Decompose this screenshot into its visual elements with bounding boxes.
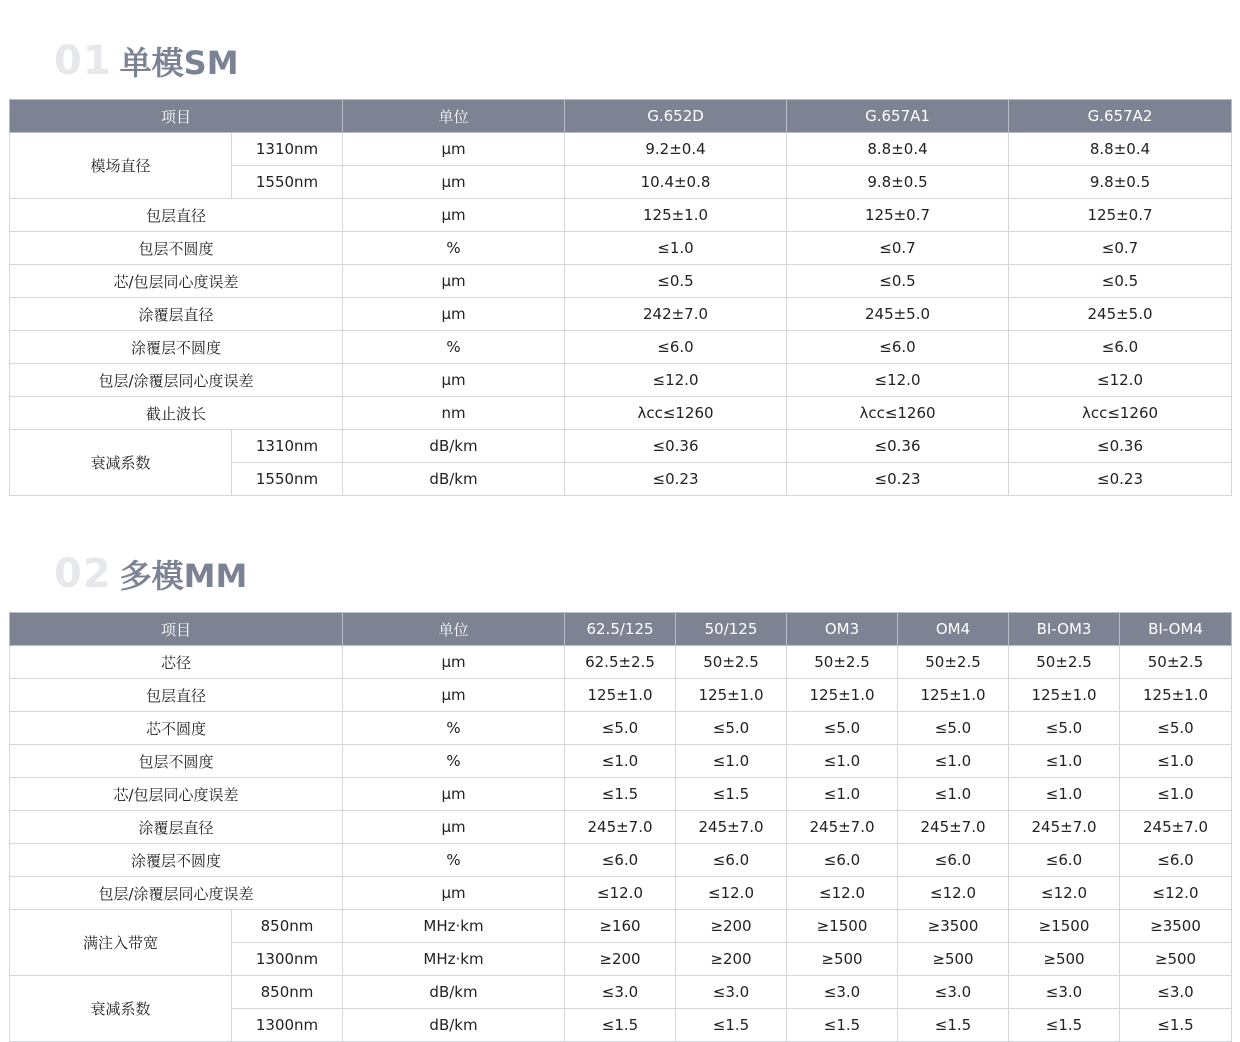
unit-cell: dB/km — [343, 1009, 565, 1042]
value-cell: ≤5.0 — [1120, 712, 1232, 745]
unit-cell: % — [343, 844, 565, 877]
row-label: 芯/包层同心度误差 — [10, 778, 343, 811]
unit-cell: μm — [343, 133, 565, 166]
value-cell: 9.2±0.4 — [565, 133, 787, 166]
value-cell: 50±2.5 — [1009, 646, 1120, 679]
table-row — [10, 199, 1232, 232]
value-cell: ≤1.0 — [1009, 745, 1120, 778]
value-cell: ≤1.5 — [1120, 1009, 1232, 1042]
mm-header-row — [10, 613, 1232, 646]
value-cell: 242±7.0 — [565, 298, 787, 331]
value-cell: 50±2.5 — [787, 646, 898, 679]
value-cell: λcc≤1260 — [1009, 397, 1232, 430]
table-row — [10, 811, 1232, 844]
value-cell: ≤6.0 — [1009, 844, 1120, 877]
value-cell: ≤12.0 — [676, 877, 787, 910]
value-cell: 125±0.7 — [787, 199, 1009, 232]
unit-cell: μm — [343, 199, 565, 232]
value-cell: ≤1.0 — [565, 745, 676, 778]
sm-section-title — [54, 38, 239, 84]
table-row — [10, 364, 1232, 397]
mm-header-unit: 单位 — [343, 613, 565, 646]
value-cell: ≤6.0 — [787, 844, 898, 877]
unit-cell: dB/km — [343, 430, 565, 463]
value-cell: 125±1.0 — [676, 679, 787, 712]
unit-cell: MHz·km — [343, 910, 565, 943]
value-cell: ≤6.0 — [1120, 844, 1232, 877]
row-label: 芯/包层同心度误差 — [10, 265, 343, 298]
unit-cell: % — [343, 745, 565, 778]
value-cell: ≤12.0 — [1009, 364, 1232, 397]
value-cell: ≤6.0 — [787, 331, 1009, 364]
value-cell: ≥500 — [787, 943, 898, 976]
table-row — [10, 712, 1232, 745]
table-row — [10, 232, 1232, 265]
value-cell: ≤3.0 — [1120, 976, 1232, 1009]
row-label: 芯不圆度 — [10, 712, 343, 745]
value-cell: ≥200 — [676, 910, 787, 943]
sm-header-col: G.652D — [565, 100, 787, 133]
value-cell: ≤0.5 — [787, 265, 1009, 298]
row-label: 满注入带宽 — [10, 910, 232, 976]
unit-cell: μm — [343, 778, 565, 811]
unit-cell: μm — [343, 166, 565, 199]
row-label: 包层/涂覆层同心度误差 — [10, 877, 343, 910]
value-cell: ≤1.5 — [1009, 1009, 1120, 1042]
value-cell: ≤3.0 — [565, 976, 676, 1009]
value-cell: ≤0.36 — [565, 430, 787, 463]
value-cell: ≤5.0 — [787, 712, 898, 745]
value-cell: ≤12.0 — [1120, 877, 1232, 910]
row-label: 涂覆层直径 — [10, 811, 343, 844]
value-cell: ≤3.0 — [1009, 976, 1120, 1009]
table-row — [10, 976, 1232, 1009]
value-cell: 9.8±0.5 — [787, 166, 1009, 199]
unit-cell: μm — [343, 811, 565, 844]
row-sublabel: 1310nm — [232, 133, 343, 166]
unit-cell: MHz·km — [343, 943, 565, 976]
row-label: 包层直径 — [10, 199, 343, 232]
row-label: 涂覆层不圆度 — [10, 331, 343, 364]
unit-cell: % — [343, 712, 565, 745]
value-cell: λcc≤1260 — [787, 397, 1009, 430]
value-cell: ≤5.0 — [676, 712, 787, 745]
mm-header-item: 项目 — [10, 613, 343, 646]
value-cell: 245±7.0 — [1009, 811, 1120, 844]
unit-cell: dB/km — [343, 976, 565, 1009]
row-sublabel: 1300nm — [232, 943, 343, 976]
value-cell: ≤3.0 — [898, 976, 1009, 1009]
row-label: 截止波长 — [10, 397, 343, 430]
value-cell: 125±1.0 — [1009, 679, 1120, 712]
value-cell: 10.4±0.8 — [565, 166, 787, 199]
value-cell: ≤1.0 — [1120, 745, 1232, 778]
table-row — [10, 298, 1232, 331]
value-cell: ≤12.0 — [565, 877, 676, 910]
mm-section-title — [54, 551, 247, 597]
sm-section-name: 单模SM — [119, 44, 239, 82]
value-cell: ≤12.0 — [898, 877, 1009, 910]
row-label: 衰减系数 — [10, 430, 232, 496]
value-cell: 245±5.0 — [1009, 298, 1232, 331]
table-row — [10, 265, 1232, 298]
value-cell: 8.8±0.4 — [787, 133, 1009, 166]
unit-cell: μm — [343, 679, 565, 712]
value-cell: ≥3500 — [898, 910, 1009, 943]
row-sublabel: 1550nm — [232, 463, 343, 496]
value-cell: ≤1.0 — [676, 745, 787, 778]
value-cell: 245±7.0 — [787, 811, 898, 844]
value-cell: ≤1.5 — [787, 1009, 898, 1042]
value-cell: ≤1.5 — [898, 1009, 1009, 1042]
row-label: 包层直径 — [10, 679, 343, 712]
value-cell: ≤0.5 — [1009, 265, 1232, 298]
value-cell: ≤0.23 — [1009, 463, 1232, 496]
row-label: 涂覆层不圆度 — [10, 844, 343, 877]
value-cell: ≤0.36 — [787, 430, 1009, 463]
table-row — [10, 910, 1232, 943]
row-sublabel: 1310nm — [232, 430, 343, 463]
value-cell: ≤1.0 — [898, 745, 1009, 778]
unit-cell: μm — [343, 265, 565, 298]
value-cell: 50±2.5 — [898, 646, 1009, 679]
unit-cell: μm — [343, 646, 565, 679]
row-label: 包层不圆度 — [10, 745, 343, 778]
mm-header-col: OM3 — [787, 613, 898, 646]
value-cell: ≤0.5 — [565, 265, 787, 298]
table-row — [10, 679, 1232, 712]
value-cell: 125±1.0 — [1120, 679, 1232, 712]
value-cell: ≤12.0 — [787, 877, 898, 910]
value-cell: ≤12.0 — [565, 364, 787, 397]
unit-cell: μm — [343, 298, 565, 331]
row-label: 芯径 — [10, 646, 343, 679]
value-cell: ≤0.23 — [787, 463, 1009, 496]
value-cell: ≥160 — [565, 910, 676, 943]
value-cell: 125±0.7 — [1009, 199, 1232, 232]
value-cell: ≤1.0 — [1120, 778, 1232, 811]
value-cell: ≤6.0 — [565, 844, 676, 877]
value-cell: ≤0.23 — [565, 463, 787, 496]
value-cell: λcc≤1260 — [565, 397, 787, 430]
value-cell: ≤1.5 — [565, 778, 676, 811]
value-cell: ≤6.0 — [898, 844, 1009, 877]
unit-cell: dB/km — [343, 463, 565, 496]
table-row — [10, 877, 1232, 910]
value-cell: ≤1.5 — [676, 778, 787, 811]
row-label: 包层/涂覆层同心度误差 — [10, 364, 343, 397]
unit-cell: μm — [343, 877, 565, 910]
value-cell: ≤0.7 — [1009, 232, 1232, 265]
value-cell: 125±1.0 — [565, 199, 787, 232]
table-row — [10, 844, 1232, 877]
sm-header-col: G.657A2 — [1009, 100, 1232, 133]
value-cell: ≤12.0 — [787, 364, 1009, 397]
mm-spec-table — [9, 612, 1232, 1042]
row-sublabel: 850nm — [232, 976, 343, 1009]
row-label: 包层不圆度 — [10, 232, 343, 265]
value-cell: ≤1.0 — [787, 778, 898, 811]
mm-header-col: BI-OM4 — [1120, 613, 1232, 646]
value-cell: ≥1500 — [787, 910, 898, 943]
row-sublabel: 1300nm — [232, 1009, 343, 1042]
value-cell: ≥200 — [676, 943, 787, 976]
value-cell: 8.8±0.4 — [1009, 133, 1232, 166]
value-cell: ≤1.5 — [676, 1009, 787, 1042]
value-cell: 50±2.5 — [676, 646, 787, 679]
value-cell: ≥200 — [565, 943, 676, 976]
mm-header-col: 50/125 — [676, 613, 787, 646]
value-cell: ≤5.0 — [898, 712, 1009, 745]
value-cell: ≤6.0 — [676, 844, 787, 877]
table-row — [10, 133, 1232, 166]
value-cell: 9.8±0.5 — [1009, 166, 1232, 199]
value-cell: ≤12.0 — [1009, 877, 1120, 910]
value-cell: 245±7.0 — [898, 811, 1009, 844]
value-cell: ≤1.0 — [565, 232, 787, 265]
value-cell: ≥3500 — [1120, 910, 1232, 943]
value-cell: 245±5.0 — [787, 298, 1009, 331]
row-sublabel: 1550nm — [232, 166, 343, 199]
value-cell: 125±1.0 — [898, 679, 1009, 712]
mm-section-name: 多模MM — [119, 557, 248, 595]
value-cell: ≥500 — [1120, 943, 1232, 976]
value-cell: ≤5.0 — [565, 712, 676, 745]
table-row — [10, 745, 1232, 778]
sm-header-item: 项目 — [10, 100, 343, 133]
row-label: 涂覆层直径 — [10, 298, 343, 331]
value-cell: ≤3.0 — [787, 976, 898, 1009]
row-sublabel: 850nm — [232, 910, 343, 943]
unit-cell: % — [343, 232, 565, 265]
unit-cell: % — [343, 331, 565, 364]
sm-section-number: 01 — [54, 38, 112, 84]
sm-header-unit: 单位 — [343, 100, 565, 133]
value-cell: ≥500 — [1009, 943, 1120, 976]
value-cell: ≥500 — [898, 943, 1009, 976]
mm-header-col: OM4 — [898, 613, 1009, 646]
value-cell: ≤1.0 — [898, 778, 1009, 811]
row-label: 模场直径 — [10, 133, 232, 199]
value-cell: ≤0.36 — [1009, 430, 1232, 463]
value-cell: 245±7.0 — [565, 811, 676, 844]
value-cell: ≥1500 — [1009, 910, 1120, 943]
value-cell: 125±1.0 — [787, 679, 898, 712]
value-cell: ≤0.7 — [787, 232, 1009, 265]
table-row — [10, 430, 1232, 463]
row-label: 衰减系数 — [10, 976, 232, 1042]
sm-header-row — [10, 100, 1232, 133]
value-cell: ≤1.0 — [1009, 778, 1120, 811]
table-row — [10, 331, 1232, 364]
unit-cell: μm — [343, 364, 565, 397]
value-cell: ≤5.0 — [1009, 712, 1120, 745]
mm-header-col: 62.5/125 — [565, 613, 676, 646]
value-cell: 50±2.5 — [1120, 646, 1232, 679]
mm-header-col: BI-OM3 — [1009, 613, 1120, 646]
value-cell: ≤3.0 — [676, 976, 787, 1009]
sm-spec-table — [9, 99, 1232, 496]
table-row — [10, 397, 1232, 430]
unit-cell: nm — [343, 397, 565, 430]
sm-header-col: G.657A1 — [787, 100, 1009, 133]
value-cell: 245±7.0 — [676, 811, 787, 844]
value-cell: ≤1.5 — [565, 1009, 676, 1042]
value-cell: 62.5±2.5 — [565, 646, 676, 679]
value-cell: 125±1.0 — [565, 679, 676, 712]
mm-section-number: 02 — [54, 551, 112, 597]
value-cell: ≤1.0 — [787, 745, 898, 778]
value-cell: ≤6.0 — [1009, 331, 1232, 364]
value-cell: 245±7.0 — [1120, 811, 1232, 844]
value-cell: ≤6.0 — [565, 331, 787, 364]
table-row — [10, 646, 1232, 679]
table-row — [10, 778, 1232, 811]
